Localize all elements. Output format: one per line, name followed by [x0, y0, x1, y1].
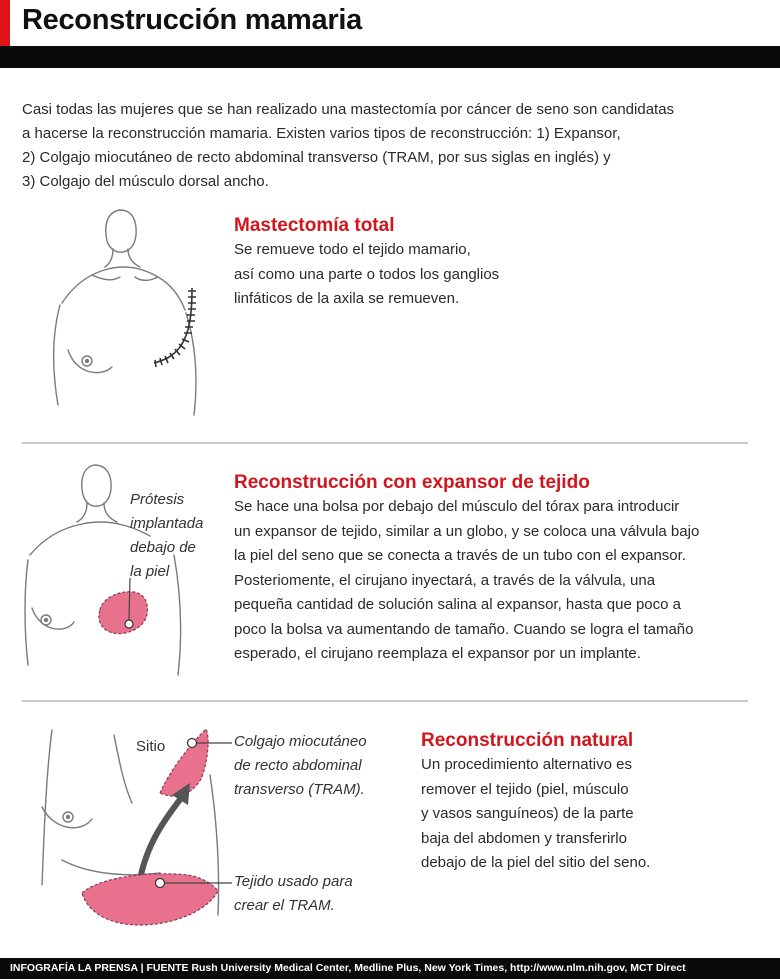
body-line: remover el tejido (piel, músculo [421, 780, 629, 798]
body-line: poco la bolsa va aumentando de tamaño. Cuando se logra el tamaño [234, 620, 694, 638]
section-body-expander [234, 495, 699, 667]
intro-line: 3) Colgajo del músculo dorsal ancho. [22, 173, 269, 190]
body-line: así como una parte o todos los ganglios [234, 265, 500, 283]
donor-tissue-shape [82, 874, 218, 925]
body-line: y vasos sanguíneos) de la parte [421, 805, 634, 822]
callout-line: Colgajo miocutáneo [234, 733, 367, 750]
body-line: Posteriomente, el cirujano inyectará, a través de la válvula, una [234, 571, 656, 589]
callout-donor-tissue [234, 870, 353, 918]
callout-line: Prótesis [130, 491, 185, 508]
intro-line: Casi todas las mujeres que se han realizado una mastectomía por cáncer de seno son candidatas [22, 101, 675, 118]
credits-footer [0, 958, 780, 979]
body-line: Se remueve todo el tejido mamario, [234, 241, 471, 258]
callout-line: transverso (TRAM). [234, 781, 365, 798]
body-line: Un procedimiento alternativo es [421, 756, 632, 773]
title-bar [0, 0, 780, 48]
implant-shape [99, 592, 148, 634]
callout-line: crear el TRAM. [234, 897, 335, 914]
body-line: un expansor de tejido, similar a un globo, y se coloca una válvula bajo [234, 522, 700, 540]
callout-prosthesis [130, 488, 203, 584]
intro-line: 2) Colgajo miocutáneo de recto abdominal transverso (TRAM, por sus siglas en inglés) y [22, 149, 611, 166]
section-title-natural: Reconstrucción natural [421, 730, 634, 751]
intro-line: a hacerse la reconstrucción mamaria. Existen varios tipos de reconstrucción: 1) Expansor, [22, 125, 621, 142]
callout-line: implantada [130, 515, 204, 532]
body-line: esperado, el cirujano reemplaza el expansor por un implante. [234, 645, 641, 662]
section-title-expander: Reconstrucción con expansor de tejido [234, 472, 590, 493]
body-line: la piel del seno que se conecta a través de un tubo con el expansor. [234, 547, 686, 564]
section-body-natural [421, 753, 650, 876]
credits-text: INFOGRAFÍA LA PRENSA | FUENTE Rush University Medical Center, Medline Plus, New York Times, http://www.nlm.nih.gov, MCT Direct [10, 962, 686, 974]
section-body-mastectomy [234, 238, 499, 312]
site-label: Sitio [136, 738, 166, 755]
section-divider [22, 700, 748, 702]
section-divider [22, 442, 748, 444]
callout-line: debajo de [130, 539, 196, 556]
body-line: Se hace una bolsa por debajo del músculo del tórax para introducir [234, 498, 680, 515]
body-line: baja del abdomen y transferirlo [421, 829, 627, 847]
callout-tram-flap [234, 730, 367, 802]
title-rule [0, 46, 780, 68]
callout-line: de recto abdominal [234, 757, 362, 774]
intro-paragraph [22, 98, 752, 194]
body-line: debajo de la piel del sitio del seno. [421, 854, 651, 871]
title-accent-bar [0, 0, 10, 46]
mastectomy-torso-illustration [20, 205, 220, 430]
section-title-mastectomy: Mastectomía total [234, 215, 395, 236]
page-title: Reconstrucción mamaria [22, 4, 362, 36]
body-line: pequeña cantidad de solución salina al expansor, hasta que poco a [234, 596, 682, 613]
callout-line: Tejido usado para [234, 873, 353, 890]
body-line: linfáticos de la axila se remueven. [234, 290, 460, 307]
callout-line: la piel [130, 563, 170, 580]
flap-site-shape [160, 729, 208, 796]
